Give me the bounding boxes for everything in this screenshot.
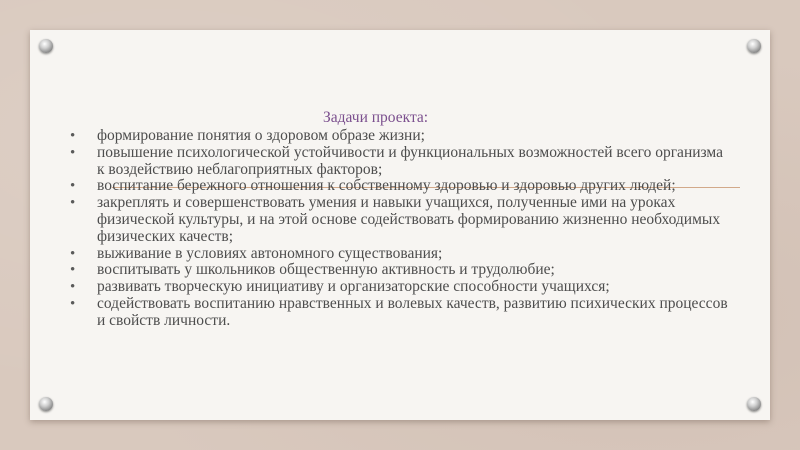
list-item	[70, 128, 730, 145]
bullet-icon: •	[70, 262, 76, 279]
list-item-text: воспитывать у школьников общественную активность и трудолюбие;	[97, 261, 555, 279]
bullet-icon: •	[70, 245, 76, 262]
pin-icon	[747, 39, 761, 53]
slide-title: Задачи проекта:	[323, 109, 429, 126]
task-list	[70, 128, 730, 330]
list-item	[70, 279, 730, 296]
list-item-text: развивать творческую инициативу и организаторские способности учащихся;	[97, 278, 610, 296]
bullet-icon: •	[70, 195, 76, 212]
bullet-icon: •	[70, 178, 76, 195]
list-item-text: закреплять и совершенствовать умения и навыки учащихся, полученные ими на уроках физической культуры, и на этой основе содействовать формированию жизненно необходимых физических качеств;	[97, 194, 721, 245]
bullet-icon: •	[70, 128, 76, 144]
bullet-icon: •	[70, 295, 76, 312]
list-item	[70, 262, 730, 279]
list-item-text: выживание в условиях автономного существования;	[97, 244, 443, 262]
slide-card	[30, 30, 770, 420]
pin-icon	[747, 397, 761, 411]
slide-content	[70, 108, 730, 330]
list-item	[70, 195, 730, 245]
pin-icon	[39, 397, 53, 411]
bullet-icon: •	[70, 144, 76, 161]
list-item	[70, 296, 730, 330]
list-item-text: повышение психологической устойчивости и функциональных возможностей всего организма к воздействию неблагоприятных факторов;	[97, 143, 724, 178]
list-item	[70, 145, 730, 179]
pin-icon	[39, 39, 53, 53]
list-item-text: воспитание бережного отношения к собственному здоровью и здоровью других людей;	[97, 177, 676, 195]
list-item	[70, 246, 730, 263]
list-item-text: содействовать воспитанию нравственных и волевых качеств, развитию психических процессов и свойств личности.	[97, 294, 728, 329]
list-item-text: формирование понятия о здоровом образе жизни;	[97, 127, 425, 144]
list-item	[70, 178, 730, 195]
bullet-icon: •	[70, 279, 76, 296]
